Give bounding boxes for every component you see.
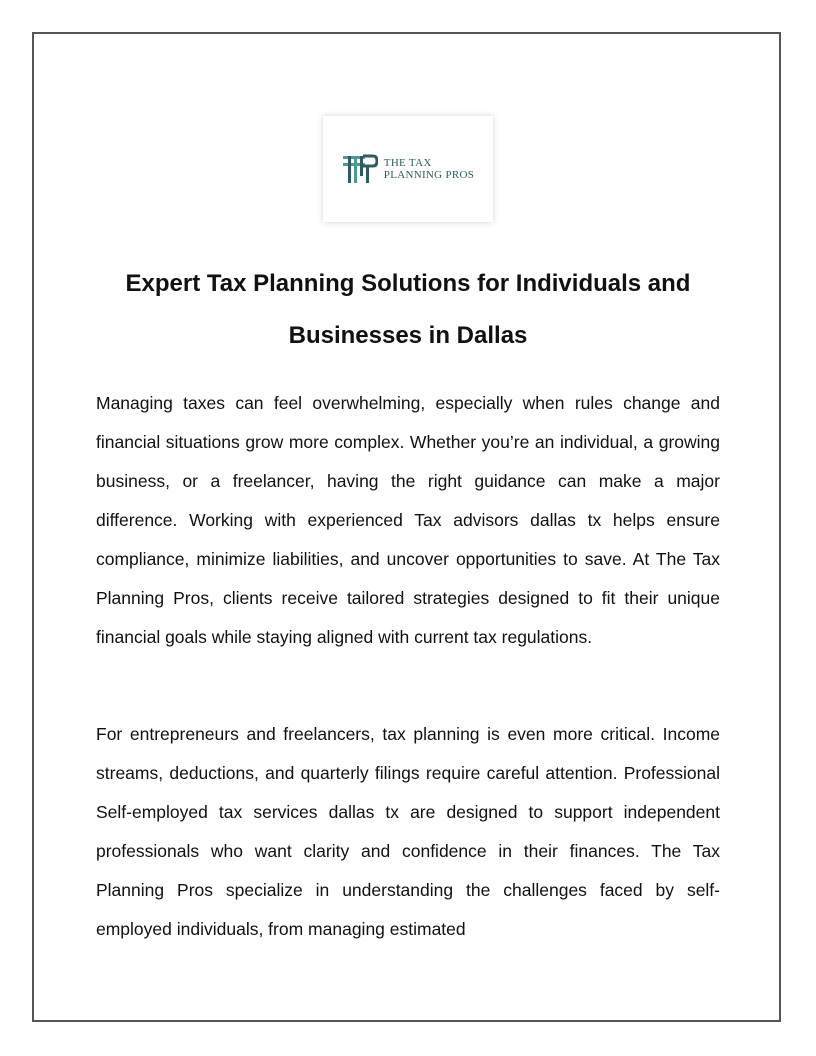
title-line-1: Expert Tax Planning Solutions for Individuals and xyxy=(125,270,691,297)
paragraph-1: Managing taxes can feel overwhelming, especially when rules change and financial situations grow more complex. Whether you’re an individual, a growing business, or a freelancer, having the right guidance can make a major difference. Working with experienced Tax advisors dallas tx helps ensure compliance, minimize liabilities, and uncover opportunities to save. At The Tax Planning Pros, clients receive tailored strategies designed to fit their unique financial goals while staying aligned with current tax regulations. xyxy=(96,393,720,647)
paragraph-2: For entrepreneurs and freelancers, tax planning is even more critical. Income streams, deductions, and quarterly filings require careful attention. Professional Self-employed tax services dallas tx are designed to support independent professionals who want clarity and confidence in their finances. The Tax Planning Pros specialize in understanding the challenges faced by self-employed individuals, from managing estimated xyxy=(96,724,720,939)
logo-line-2: PLANNING PROS xyxy=(383,169,475,181)
logo-line-1: THE TAX xyxy=(383,157,432,169)
title-line-2: Businesses in Dallas xyxy=(288,322,528,349)
company-logo xyxy=(323,116,493,222)
logo-text xyxy=(384,157,474,181)
logo-inner xyxy=(342,151,474,187)
document-title xyxy=(96,258,720,362)
tp-monogram-icon xyxy=(342,151,378,187)
